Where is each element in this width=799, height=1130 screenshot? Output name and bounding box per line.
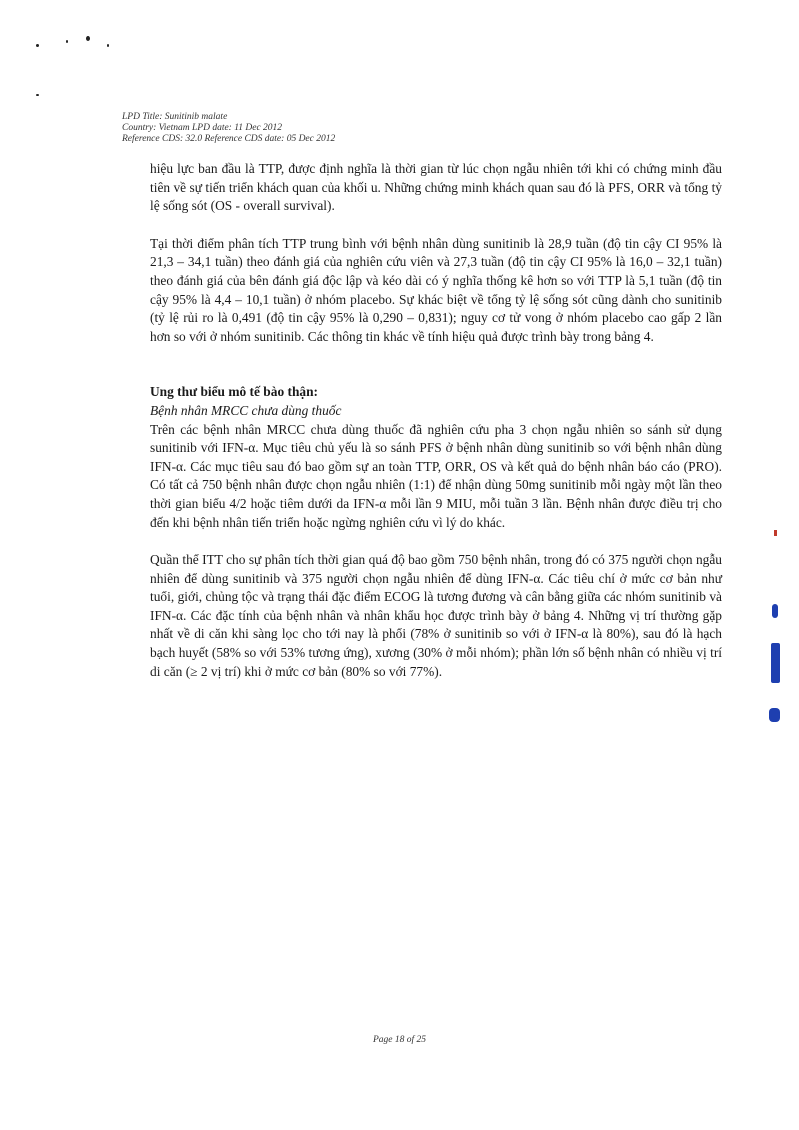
header-country: Country: Vietnam LPD date: 11 Dec 2012 bbox=[122, 123, 283, 133]
header-title: LPD Title: Sunitinib malate bbox=[122, 112, 228, 122]
scan-speck bbox=[107, 44, 109, 47]
paragraph-itt-population: Quần thể ITT cho sự phân tích thời gian quá độ bao gồm 750 bệnh nhân, trong đó có 375 người chọn ngẫu nhiên để dùng sunitinib và 375 người chọn ngẫu nhiên để dùng IFN-α. Các tiêu chí ở mức cơ bản như tuổi, giới, chủng tộc và trạng thái đặc điểm ECOG là tương đương và cân bằng giữa các nhóm sunitinib và IFN-α. Các đặc tính của bệnh nhân và nhân khẩu học được trình bày ở bảng 4. Những vị trí thường gặp nhất về di căn khi sàng lọc cho tới nay là phổi (78% ở sunitinib so với ở IFN-α là 80%), sau đó là hạch bạch huyết (58% so với 53% tương ứng), xương (30% ở mỗi nhóm); phần lớn số bệnh nhân có nhiều vị trí di căn (≥ 2 vị trí) khi ở mức cơ bản (80% so với 77%). bbox=[150, 552, 722, 679]
margin-mark bbox=[771, 643, 780, 683]
section-subheading: Bệnh nhân MRCC chưa dùng thuốc bbox=[150, 402, 342, 418]
margin-mark bbox=[769, 708, 780, 722]
scan-speck bbox=[36, 44, 39, 47]
page-number: Page 18 of 25 bbox=[372, 1035, 427, 1045]
section-heading: Ung thư biểu mô tế bào thận: bbox=[150, 384, 318, 400]
paragraph-mrcc-study: Trên các bệnh nhân MRCC chưa dùng thuốc đã nghiên cứu pha 3 chọn ngẫu nhiên so sánh sử dụng sunitinib với IFN-α. Mục tiêu chủ yếu là so sánh PFS ở bệnh nhân dùng sunitinib so với bệnh nhân dùng IFN-α. Các mục tiêu sau đó bao gồm sự an toàn TTP, ORR, OS và kết quả do bệnh nhân báo cáo (PRO). Có tất cả 750 bệnh nhân được chọn ngẫu nhiên (1:1) để nhận dùng 50mg sunitinib mỗi ngày một lần theo thời gian biểu 4/2 hoặc tiêm dưới da IFN-α mỗi lần 9 MIU, mỗi tuần 3 lần. Bệnh nhân được điều trị cho đến khi bệnh nhân tiến triển hoặc ngừng nghiên cứu vì lý do khác. bbox=[150, 421, 722, 530]
header-reference: Reference CDS: 32.0 Reference CDS date: 05 Dec 2012 bbox=[122, 134, 336, 144]
scan-speck bbox=[86, 36, 90, 41]
scan-speck bbox=[66, 40, 68, 43]
paragraph-primary-endpoint: hiệu lực ban đầu là TTP, được định nghĩa là thời gian từ lúc chọn ngẫu nhiên tới khi có chứng minh đầu tiên về sự tiến triển khách quan của khối u. Những chứng minh khách quan sau đó là PFS, ORR và tổng tỷ lệ sống sót (OS - overall survival). bbox=[150, 161, 722, 214]
scan-speck bbox=[36, 94, 39, 96]
paragraph-ttp-analysis: Tại thời điểm phân tích TTP trung bình với bệnh nhân dùng sunitinib là 28,9 tuần (độ tin cậy CI 95% là 21,3 – 34,1 tuần) theo đánh giá của nghiên cứu viên và 27,3 tuần (độ tin cậy CI 95% là 16,0 – 32,1 tuần) theo đánh giá của bên đánh giá độc lập và kéo dài có ý nghĩa thống kê hơn so với TTP là 5,1 tuần (độ tin cậy 95% là 4,4 – 10,1 tuần) ở nhóm placebo. Sự khác biệt về tổng tỷ lệ sống sót cũng dành cho sunitinib (tỷ lệ rủi ro là 0,491 (độ tin cậy 95% là 0,290 – 0,831); nguy cơ tử vong ở nhóm placebo cao gấp 2 lần hơn so với ở nhóm sunitinib. Các thông tin khác về tính hiệu quả được trình bày trong bảng 4. bbox=[150, 235, 722, 344]
main-content bbox=[150, 160, 722, 681]
margin-mark bbox=[774, 530, 777, 536]
document-header bbox=[122, 112, 335, 145]
margin-mark bbox=[772, 604, 778, 618]
